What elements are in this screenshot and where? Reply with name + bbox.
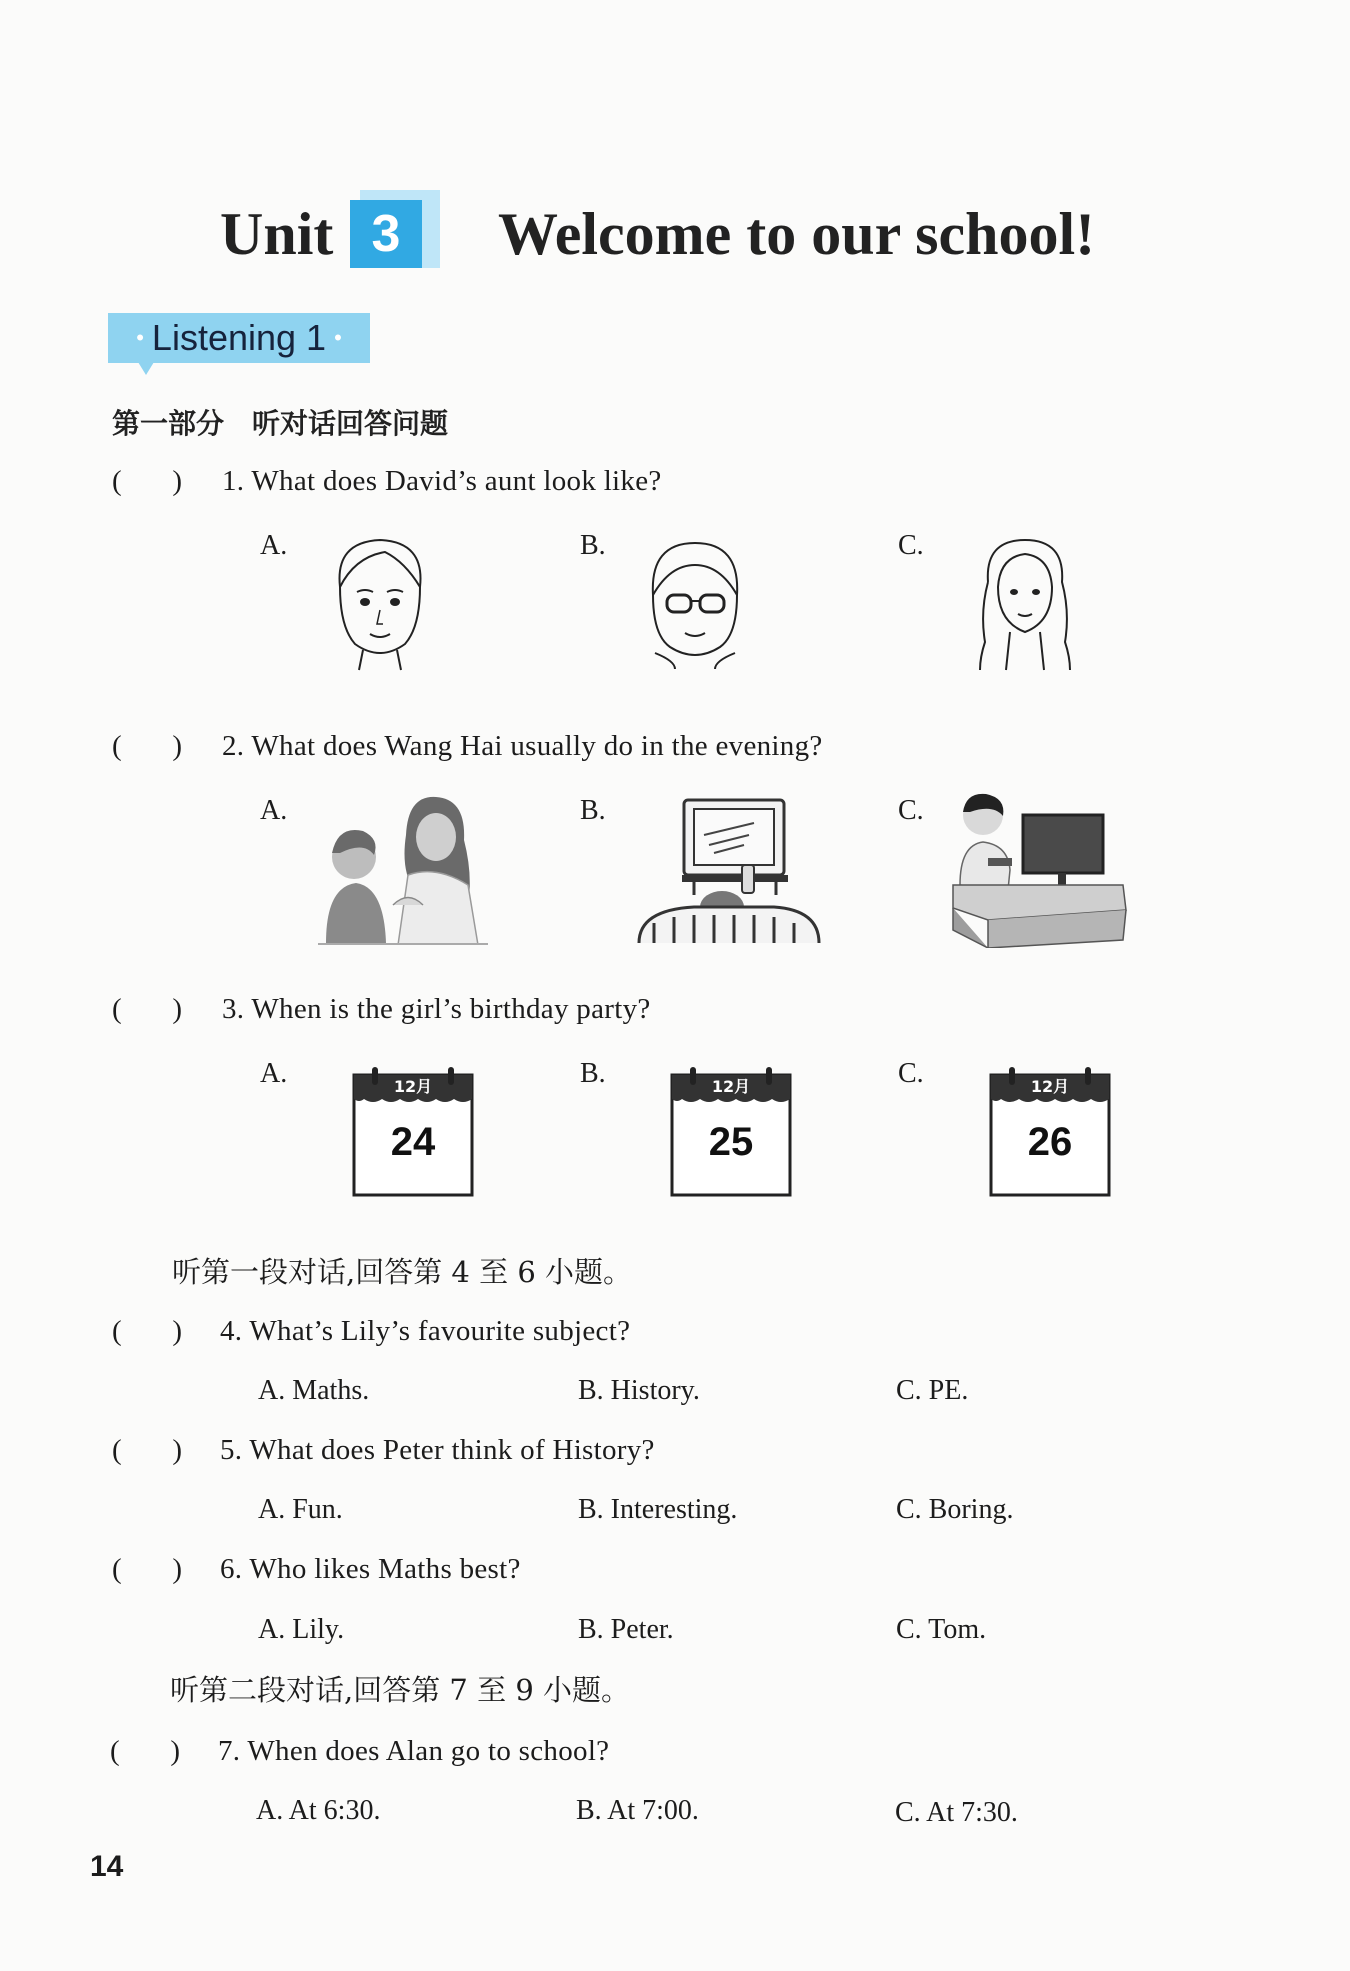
option-label: C.	[898, 795, 924, 826]
question-number: 5.	[220, 1434, 243, 1466]
question-text: What does Wang Hai usually do in the evening?	[251, 730, 823, 762]
answer-blank[interactable]: ( )	[110, 1735, 181, 1767]
option-a[interactable]: A. Lily.	[258, 1614, 345, 1645]
option-label: A.	[260, 530, 288, 561]
listening-banner-label	[108, 313, 370, 363]
option-b[interactable]: B. Peter.	[578, 1614, 674, 1645]
long-hair-face-image[interactable]	[970, 532, 1080, 672]
option-a[interactable]: A. At 6:30.	[256, 1795, 381, 1826]
question-4	[220, 1315, 630, 1348]
option-b[interactable]: B. History.	[578, 1375, 700, 1406]
question-7	[218, 1735, 609, 1768]
calendar-24-image[interactable]	[350, 1065, 476, 1200]
option-label: C.	[898, 1058, 924, 1089]
short-hair-face-image[interactable]	[325, 532, 435, 672]
question-text: What does David’s aunt look like?	[251, 465, 662, 497]
calendar-25-image[interactable]	[668, 1065, 794, 1200]
answer-blank[interactable]: ( )	[112, 1553, 183, 1585]
option-c[interactable]: C. PE.	[896, 1375, 969, 1406]
question-number: 1.	[222, 465, 245, 497]
option-c[interactable]: C. At 7:30.	[895, 1797, 1018, 1828]
calendar-day: 24	[390, 1120, 436, 1164]
answer-blank[interactable]: ( )	[112, 1315, 183, 1347]
mother-talking-with-child-image[interactable]	[318, 795, 488, 945]
calendar-day: 26	[1027, 1120, 1073, 1164]
answer-blank[interactable]: ( )	[112, 993, 183, 1025]
unit-number-badge: 3	[350, 200, 422, 268]
option-label: A.	[260, 1058, 288, 1089]
option-label: B.	[580, 530, 606, 561]
option-b[interactable]: B. Interesting.	[578, 1494, 738, 1525]
answer-blank[interactable]: ( )	[112, 465, 183, 497]
question-text: What’s Lily’s favourite subject?	[249, 1315, 631, 1347]
option-c[interactable]: C. Tom.	[896, 1614, 987, 1645]
question-text: When does Alan go to school?	[247, 1735, 610, 1767]
question-text: When is the girl’s birthday party?	[251, 993, 651, 1025]
instruction-text: 听第二段对话,回答第 7 至 9 小题。	[170, 1673, 630, 1707]
banner-tail	[138, 362, 154, 375]
section-title: 第一部分 听对话回答问题	[112, 407, 449, 440]
option-label: B.	[580, 795, 606, 826]
question-number: 3.	[222, 993, 245, 1025]
option-a[interactable]: A. Maths.	[258, 1375, 370, 1406]
question-text: What does Peter think of History?	[249, 1434, 655, 1466]
calendar-month: 12月	[1030, 1077, 1070, 1096]
instruction-text: 听第一段对话,回答第 4 至 6 小题。	[172, 1255, 632, 1289]
question-1	[222, 465, 662, 498]
question-number: 6.	[220, 1553, 243, 1585]
calendar-day: 25	[708, 1120, 754, 1164]
option-label: B.	[580, 1058, 606, 1089]
question-number: 4.	[220, 1315, 243, 1347]
question-number: 7.	[218, 1735, 241, 1767]
question-2	[222, 730, 823, 763]
calendar-month: 12月	[711, 1077, 751, 1096]
unit-title: Welcome to our school!	[498, 201, 1096, 267]
question-6	[220, 1553, 521, 1586]
question-text: Who likes Maths best?	[249, 1553, 521, 1585]
answer-blank[interactable]: ( )	[112, 730, 183, 762]
calendar-month: 12月	[393, 1077, 433, 1096]
unit-label: Unit	[220, 201, 334, 267]
dot-icon: •	[136, 325, 144, 350]
page-number: 14	[90, 1850, 124, 1883]
question-number: 2.	[222, 730, 245, 762]
option-label: A.	[260, 795, 288, 826]
watching-tv-image[interactable]	[634, 795, 824, 945]
option-b[interactable]: B. At 7:00.	[576, 1795, 699, 1826]
option-a[interactable]: A. Fun.	[258, 1494, 343, 1525]
glasses-face-image[interactable]	[645, 535, 745, 670]
answer-blank[interactable]: ( )	[112, 1434, 183, 1466]
using-computer-image[interactable]	[948, 790, 1128, 948]
option-label: C.	[898, 530, 924, 561]
dot-icon: •	[334, 325, 342, 350]
calendar-26-image[interactable]	[987, 1065, 1113, 1200]
banner-text: Listening 1	[151, 317, 327, 358]
question-3	[222, 993, 651, 1026]
option-c[interactable]: C. Boring.	[896, 1494, 1014, 1525]
question-5	[220, 1434, 655, 1467]
